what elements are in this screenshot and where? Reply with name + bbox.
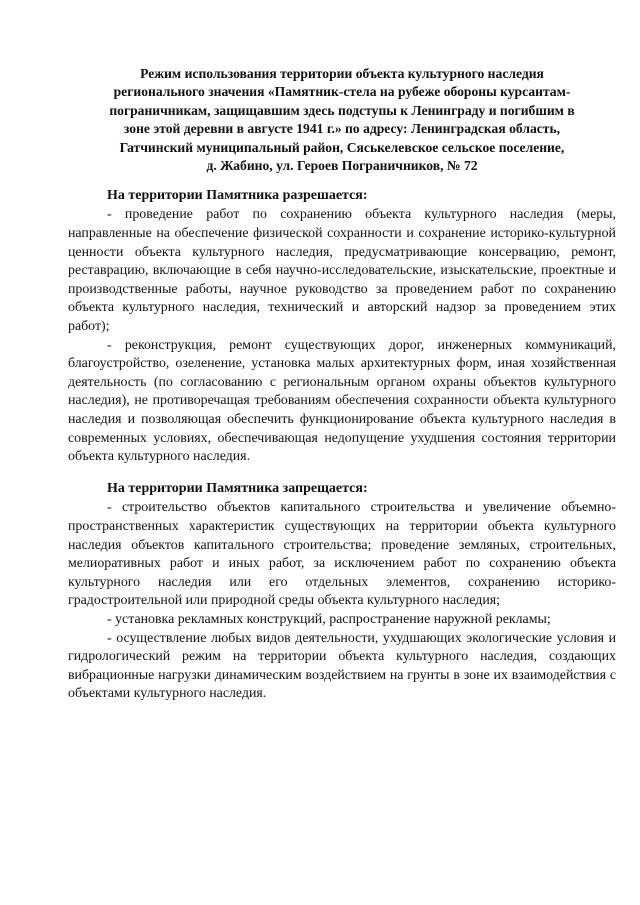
forbidden-section (68, 480, 616, 704)
title-line: Режим использования территории объекта культурного наследия (140, 66, 544, 81)
allowed-heading: На территории Памятника разрешается: (107, 188, 368, 203)
title-line: зоне этой деревни в августе 1941 г.» по адресу: Ленинградская область, (123, 121, 561, 137)
forbidden-heading: На территории Памятника запрещается: (107, 481, 368, 496)
title-line: регионального значения «Памятник-стела на рубеже обороны курсантам- (113, 84, 571, 100)
allowed-item: - проведение работ по сохранению объекта культурного наследия (меры, направленные на обеспечение физической сохранности и сохранение историко-культурной ценности объекта культурного наследия, предусматривающие консервацию, ремонт, реставрацию, включающие в себя научно-исследовательские, изыскательские, проектные и производственные работы, научное руководство за проведением работ по сохранению объекта культурного наследия, технический и авторский надзор за проведением этих работ); (68, 207, 616, 334)
title-line: Гатчинский муниципальный район, Сяськелевское сельское поселение, (119, 139, 565, 155)
forbidden-item: - осуществление любых видов деятельности, ухудшающих экологические условия и гидрологический режим на территории объекта культурного наследия, создающих вибрационные нагрузки динамическим воздействием на грунты в зоне их взаимодействия с объектами культурного наследия. (68, 630, 616, 702)
title-line: д. Жабино, ул. Героев Пограничников, № 72 (206, 158, 478, 174)
forbidden-item: - строительство объектов капитального строительства и увеличение объемно-пространственных характеристик существующих на территории объекта культурного наследия объектов капитального строительства; проведение земляных, строительных, мелиоративных работ и иных работ, за исключением работ по сохранению объекта культурного наследия или его отдельных элементов, сохранению историко-градостроительной или природной среды объекта культурного наследия; (68, 500, 616, 609)
document-title (68, 65, 616, 175)
forbidden-item: - установка рекламных конструкций, распространение наружной рекламы; (107, 611, 551, 627)
title-line: пограничникам, защищавшим здесь подступы к Ленинграду и погибшим в (109, 102, 575, 118)
allowed-item: - реконструкция, ремонт существующих дорог, инженерных коммуникаций, благоустройство, озеленение, установка малых архитектурных форм, иная хозяйственная деятельность (по согласованию с региональным органом охраны объектов культурного наследия), не противоречащая требованиям обеспечения сохранности объекта культурного наследия и позволяющая обеспечить функционирование объекта культурного наследия в современных условиях, обеспечивающая недопущение ухудшения состояния территории объекта культурного наследия. (68, 337, 616, 465)
allowed-section (68, 187, 616, 467)
